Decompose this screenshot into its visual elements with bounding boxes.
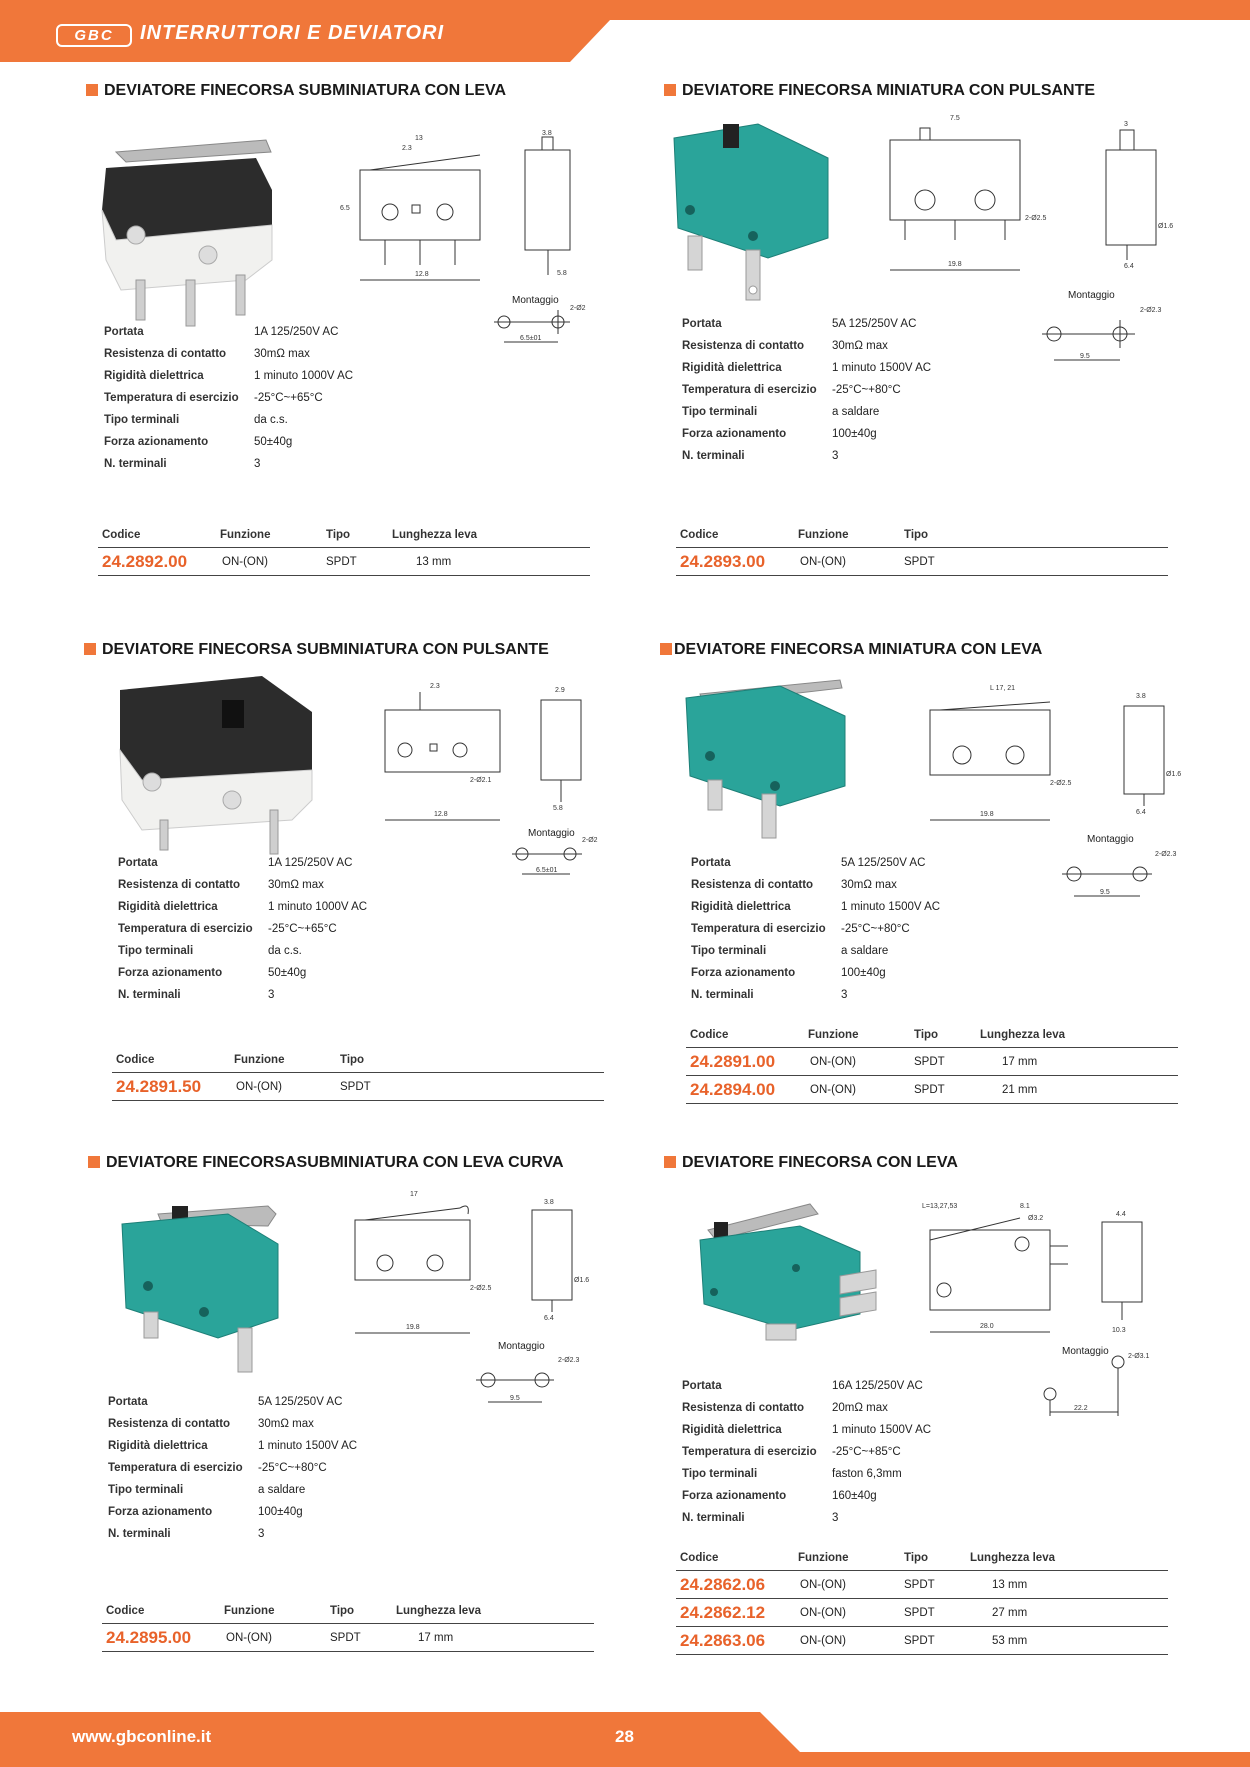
montaggio-label: Montaggio (528, 828, 575, 839)
table-row: 24.2891.00 ON-(ON) SPDT 17 mm (686, 1048, 1178, 1076)
section-title: DEVIATORE FINECORSA CON LEVA (664, 1154, 958, 1172)
section-title: DEVIATORE FINECORSA SUBMINIATURA CON LEVA (86, 82, 506, 100)
spec-row: Resistenza di contatto 30mΩ max (104, 348, 310, 360)
spec-list (682, 1380, 1002, 1534)
technical-drawing (860, 110, 1060, 290)
section-title: DEVIATORE FINECORSASUBMINIATURA CON LEVA CURVA (88, 1154, 564, 1172)
svg-text:2-Ø3.1: 2-Ø3.1 (1128, 1353, 1150, 1360)
product-photo (112, 670, 322, 860)
product-code: 24.2895.00 (106, 1628, 192, 1647)
svg-text:2-Ø2.3: 2-Ø2.3 (1155, 851, 1177, 858)
mounting-drawing (474, 1352, 604, 1412)
product-photo (680, 676, 860, 846)
product-code: 24.2863.06 (680, 1631, 766, 1650)
spec-list (118, 857, 438, 1011)
spec-row: Resistenza di contatto 30mΩ max (682, 340, 888, 352)
bullet-square-icon (84, 643, 96, 655)
spec-row: Resistenza di contatto 30mΩ max (108, 1418, 314, 1430)
spec-row: Temperatura di esercizio -25°C~+80°C (108, 1462, 327, 1474)
svg-text:6.4: 6.4 (1124, 263, 1134, 270)
spec-row: Portata 1A 125/250V AC (118, 857, 353, 869)
spec-row: Forza azionamento 100±40g (682, 428, 877, 440)
spec-row: Portata 5A 125/250V AC (682, 318, 917, 330)
side-view-drawing (1118, 690, 1182, 820)
svg-text:4.4: 4.4 (1116, 1211, 1126, 1218)
product-table (112, 1052, 604, 1101)
spec-row: Resistenza di contatto 30mΩ max (691, 879, 897, 891)
product-code: 24.2893.00 (680, 552, 766, 571)
svg-text:2-Ø2.3: 2-Ø2.3 (558, 1357, 580, 1364)
svg-text:3.8: 3.8 (544, 1199, 554, 1206)
product-photo (96, 130, 296, 330)
spec-row: Resistenza di contatto 30mΩ max (118, 879, 324, 891)
side-view-drawing (520, 130, 580, 285)
svg-text:3.8: 3.8 (542, 130, 552, 137)
spec-row: N. terminali 3 (108, 1528, 265, 1540)
svg-text:6.4: 6.4 (544, 1315, 554, 1322)
spec-row: Forza azionamento 100±40g (108, 1506, 303, 1518)
product-table (686, 1027, 1178, 1104)
technical-drawing (330, 1188, 530, 1338)
spec-list (104, 326, 424, 480)
svg-text:19.8: 19.8 (980, 811, 994, 818)
svg-text:2-Ø2: 2-Ø2 (582, 837, 598, 844)
table-header: Codice Funzione Tipo Lunghezza leva (98, 527, 590, 548)
montaggio-label: Montaggio (1087, 834, 1134, 845)
spec-row: Forza azionamento 50±40g (118, 967, 307, 979)
spec-row: Portata 5A 125/250V AC (108, 1396, 343, 1408)
svg-text:2-Ø2.5: 2-Ø2.5 (1025, 215, 1047, 222)
spec-row: N. terminali 3 (104, 458, 261, 470)
bullet-square-icon (664, 1156, 676, 1168)
product-code: 24.2891.50 (116, 1077, 202, 1096)
section-title: DEVIATORE FINECORSA SUBMINIATURA CON PULSANTE (84, 641, 549, 659)
svg-text:2-Ø2.5: 2-Ø2.5 (1050, 780, 1072, 787)
montaggio-label: Montaggio (1068, 290, 1115, 301)
gbc-logo: GBC (56, 24, 132, 47)
side-view-drawing (1094, 1208, 1154, 1338)
svg-text:L=13,27,53: L=13,27,53 (922, 1203, 958, 1210)
table-header: Codice Funzione Tipo Lunghezza leva (676, 1550, 1168, 1571)
spec-row: Portata 16A 125/250V AC (682, 1380, 923, 1392)
svg-text:2.3: 2.3 (430, 683, 440, 690)
product-table (676, 1550, 1168, 1655)
spec-row: Portata 5A 125/250V AC (691, 857, 926, 869)
technical-drawing (870, 1200, 1090, 1340)
svg-text:10.3: 10.3 (1112, 1327, 1126, 1334)
svg-text:9.5: 9.5 (510, 1395, 520, 1402)
section-title: DEVIATORE FINECORSA MINIATURA CON PULSANTE (664, 82, 1095, 100)
table-row: 24.2892.00 ON-(ON) SPDT 13 mm (98, 548, 590, 576)
spec-row: Temperatura di esercizio -25°C~+65°C (118, 923, 337, 935)
spec-row: N. terminali 3 (682, 1512, 839, 1524)
mounting-drawing (1060, 846, 1190, 906)
product-code: 24.2894.00 (690, 1080, 776, 1099)
table-row: 24.2894.00 ON-(ON) SPDT 21 mm (686, 1076, 1178, 1104)
svg-text:3: 3 (1124, 121, 1128, 128)
svg-text:5.8: 5.8 (557, 270, 567, 277)
svg-text:28.0: 28.0 (980, 1323, 994, 1330)
product-table (98, 527, 590, 576)
spec-row: Temperatura di esercizio -25°C~+80°C (691, 923, 910, 935)
svg-text:12.8: 12.8 (434, 811, 448, 818)
svg-text:6.5±01: 6.5±01 (536, 867, 558, 874)
table-row: 24.2862.12 ON-(ON) SPDT 27 mm (676, 1599, 1168, 1627)
svg-text:2-Ø2.1: 2-Ø2.1 (470, 777, 492, 784)
spec-row: N. terminali 3 (118, 989, 275, 1001)
page-number: 28 (615, 1727, 634, 1746)
spec-row: Forza azionamento 160±40g (682, 1490, 877, 1502)
table-header: Codice Funzione Tipo Lunghezza leva (102, 1603, 594, 1624)
spec-row: Tipo terminali a saldare (682, 406, 880, 418)
spec-row: N. terminali 3 (691, 989, 848, 1001)
svg-text:2-Ø2.3: 2-Ø2.3 (1140, 307, 1162, 314)
product-table (102, 1603, 594, 1652)
product-table (676, 527, 1168, 576)
svg-text:2.9: 2.9 (555, 687, 565, 694)
table-header: Codice Funzione Tipo (112, 1052, 604, 1073)
svg-text:Ø1.6: Ø1.6 (574, 1277, 590, 1284)
bullet-square-icon (88, 1156, 100, 1168)
table-header: Codice Funzione Tipo Lunghezza leva (686, 1027, 1178, 1048)
header-title: INTERRUTTORI E DEVIATORI (140, 22, 445, 44)
technical-drawing (360, 680, 560, 830)
spec-row: Resistenza di contatto 20mΩ max (682, 1402, 888, 1414)
spec-row: Temperatura di esercizio -25°C~+85°C (682, 1446, 901, 1458)
bullet-square-icon (664, 84, 676, 96)
technical-drawing (340, 130, 540, 300)
svg-text:2-Ø2: 2-Ø2 (570, 305, 586, 312)
mounting-drawing (490, 300, 590, 350)
svg-text:2-Ø2.5: 2-Ø2.5 (470, 1285, 492, 1292)
technical-drawing (900, 680, 1100, 830)
montaggio-label: Montaggio (512, 295, 559, 306)
spec-row: Tipo terminali da c.s. (104, 414, 288, 426)
svg-text:13: 13 (415, 135, 423, 142)
spec-row: Rigidità dielettrica 1 minuto 1000V AC (118, 901, 368, 913)
product-code: 24.2891.00 (690, 1052, 776, 1071)
spec-row: Forza azionamento 100±40g (691, 967, 886, 979)
svg-text:Ø1.6: Ø1.6 (1158, 223, 1174, 230)
svg-text:6.5: 6.5 (340, 205, 350, 212)
side-view-drawing (1100, 120, 1174, 270)
spec-row: Rigidità dielettrica 1 minuto 1500V AC (108, 1440, 358, 1452)
spec-list (682, 318, 1002, 472)
side-view-drawing (526, 1196, 590, 1326)
spec-row: Temperatura di esercizio -25°C~+80°C (682, 384, 901, 396)
svg-text:L 17, 21: L 17, 21 (990, 685, 1016, 692)
side-view-drawing (535, 684, 595, 814)
footer-website-link[interactable]: www.gbconline.it (72, 1727, 212, 1746)
product-photo (668, 118, 838, 308)
svg-text:19.8: 19.8 (948, 261, 962, 268)
spec-row: Forza azionamento 50±40g (104, 436, 293, 448)
montaggio-label: Montaggio (1062, 1346, 1109, 1357)
spec-row: Temperatura di esercizio -25°C~+65°C (104, 392, 323, 404)
table-row: 24.2862.06 ON-(ON) SPDT 13 mm (676, 1571, 1168, 1599)
svg-text:Ø3.2: Ø3.2 (1028, 1215, 1044, 1222)
spec-row: Rigidità dielettrica 1 minuto 1000V AC (104, 370, 354, 382)
spec-row: Tipo terminali a saldare (691, 945, 889, 957)
svg-text:9.5: 9.5 (1080, 353, 1090, 360)
svg-text:5.8: 5.8 (553, 805, 563, 812)
spec-row: Rigidità dielettrica 1 minuto 1500V AC (691, 901, 941, 913)
product-code: 24.2862.12 (680, 1603, 766, 1622)
svg-text:9.5: 9.5 (1100, 889, 1110, 896)
mounting-drawing (1040, 300, 1180, 370)
svg-text:22.2: 22.2 (1074, 1405, 1088, 1412)
mounting-drawing (1024, 1350, 1174, 1430)
svg-text:2.3: 2.3 (402, 145, 412, 152)
section-title: DEVIATORE FINECORSA MINIATURA CON LEVA (660, 641, 1042, 659)
svg-text:17: 17 (410, 1191, 418, 1198)
svg-text:8.1: 8.1 (1020, 1203, 1030, 1210)
svg-text:6.4: 6.4 (1136, 809, 1146, 816)
spec-row: Tipo terminali da c.s. (118, 945, 302, 957)
page-header (0, 0, 1250, 64)
product-code: 24.2862.06 (680, 1575, 766, 1594)
spec-row: Rigidità dielettrica 1 minuto 1500V AC (682, 362, 932, 374)
spec-list (108, 1396, 428, 1550)
spec-row: N. terminali 3 (682, 450, 839, 462)
svg-text:6.5±01: 6.5±01 (520, 335, 542, 342)
spec-row: Rigidità dielettrica 1 minuto 1500V AC (682, 1424, 932, 1436)
bullet-square-icon (86, 84, 98, 96)
table-row: 24.2863.06 ON-(ON) SPDT 53 mm (676, 1627, 1168, 1655)
bullet-square-icon (660, 643, 672, 655)
table-row: 24.2891.50 ON-(ON) SPDT (112, 1073, 604, 1101)
svg-text:Ø1.6: Ø1.6 (1166, 771, 1182, 778)
svg-text:3.8: 3.8 (1136, 693, 1146, 700)
svg-text:19.8: 19.8 (406, 1324, 420, 1331)
spec-list (691, 857, 1011, 1011)
montaggio-label: Montaggio (498, 1341, 545, 1352)
product-photo (118, 1200, 298, 1380)
table-row: 24.2895.00 ON-(ON) SPDT 17 mm (102, 1624, 594, 1652)
mounting-drawing (510, 834, 610, 884)
spec-row: Tipo terminali faston 6,3mm (682, 1468, 902, 1480)
spec-row: Portata 1A 125/250V AC (104, 326, 339, 338)
spec-row: Tipo terminali a saldare (108, 1484, 306, 1496)
table-row: 24.2893.00 ON-(ON) SPDT (676, 548, 1168, 576)
product-photo (690, 1196, 880, 1366)
table-header: Codice Funzione Tipo (676, 527, 1168, 548)
svg-text:7.5: 7.5 (950, 115, 960, 122)
svg-text:12.8: 12.8 (415, 271, 429, 278)
product-code: 24.2892.00 (102, 552, 188, 571)
